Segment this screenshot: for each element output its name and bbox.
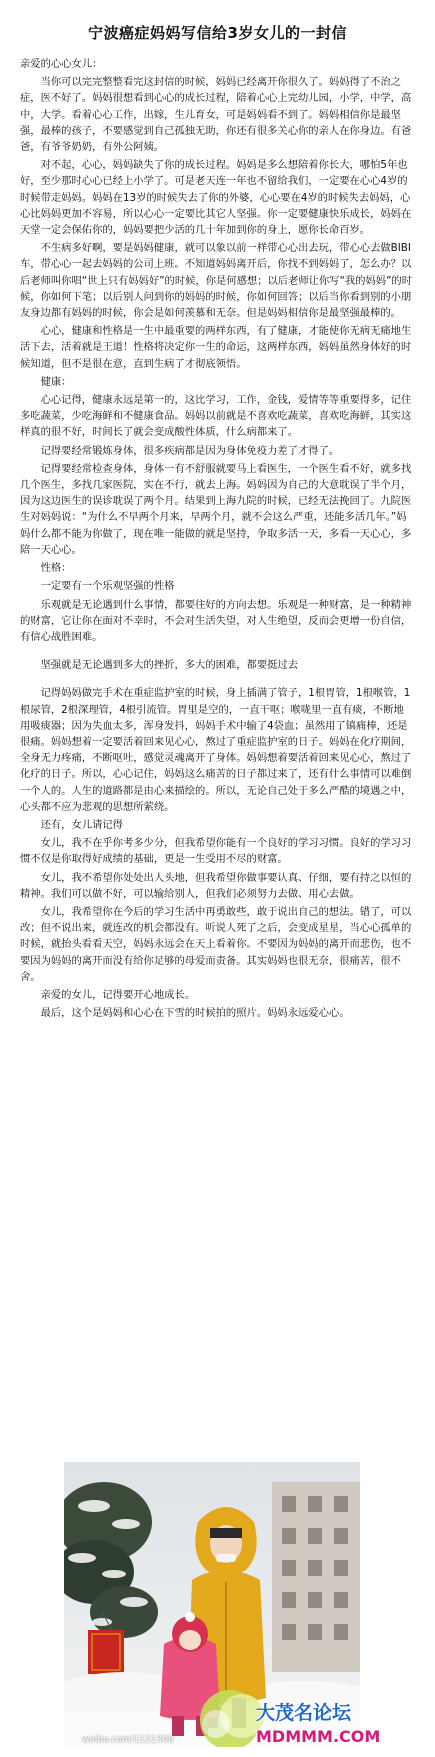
paragraph: 乐观就是无论遇到什么事情，都要往好的方向去想。乐观是一种财富，是一种精神的财富，它让你在面对不幸时，不会对生活失望，对人生绝望，反而会更增一份自信，有信心战胜困难。 xyxy=(20,598,412,643)
paragraph: 坚强就是无论遇到多大的挫折，多大的困难，都要挺过去 xyxy=(40,659,299,672)
paragraph: 记得要经常锻炼身体，很多疾病都是因为身体免疫力差了才得了。 xyxy=(40,444,340,457)
paragraph: 记得要经常检查身体，身体一有不舒服就要马上看医生，一个医生看不好，就多找几个医生，多找几家医院，实在不行，就去上海。妈妈因为自己的大意耽误了半个月，因为这边医生的误诊耽误了两个月。结果到上海九院的时候，已经无法挽回了。九院医生对妈妈说：“为什么不早两个月来，早两个月，就不会这么严重，还能多活几年。”妈妈什么都不能为你做了，现在唯一能做的就是坚持，争取多活一天，多看一天心心，多陪一天心心。 xyxy=(20,462,412,556)
paragraph: 心心记得，健康永远是第一的，这比学习，工作，金钱，爱情等等重要得多，记住多吃蔬菜，少吃海鲜和不健康食品。妈妈以前就是不喜欢吃蔬菜，喜欢吃海鲜，其实这样真的很不好，时间长了就会变成酸性体质，什么病都来了。 xyxy=(20,394,412,439)
forum-logo-name: 大茂名论坛 xyxy=(256,1702,352,1724)
forum-logo-domain: MDMMM.COM xyxy=(256,1727,381,1746)
closing: 最后，这个是妈妈和心心在下雪的时候拍的照片。妈妈永远爱心心。 xyxy=(40,1007,350,1020)
paragraph: 不生病多好啊，要是妈妈健康，就可以象以前一样带心心出去玩，带心心去做BIBI车，带心心一起去妈妈的公司上班。不知道妈妈离开后，你找不到妈妈了，怎么办？以后老师叫你唱“世上只有妈妈好”的时候，你是何感想；以后老师让你写“我的妈妈”的时候，你如何下笔；以后别人问到你的妈妈的时候，你如何回答；以后当你看到别的小朋友身边都有妈妈的时候，你会是如何羡慕和无奈。但是妈妈相信你是最坚强最棒的。 xyxy=(20,242,413,320)
paragraph: 亲爱的女儿，记得要开心地成长。 xyxy=(40,988,196,1001)
section-heading-health: 健康： xyxy=(40,375,72,388)
paragraph: 心心，健康和性格是一生中最重要的两样东西，有了健康，才能使你无病无痛地生活下去，活着就是王道！性格将决定你一生的命运，这两样东西，妈妈虽然身体好的时候知道，但不是很在意，直到生病了才彻底领悟。 xyxy=(20,325,412,370)
letter-title: 宁波癌症妈妈写信给3岁女儿的一封信 xyxy=(88,24,347,42)
letter-body xyxy=(20,56,414,1440)
sub-heading: 还有，女儿请记得 xyxy=(40,818,123,831)
paragraph: 当你可以完完整整看完这封信的时候，妈妈已经离开你很久了。妈妈得了不治之症，医不好了。妈妈很想看到心心的成长过程，陪着心心上完幼儿园，小学，中学，高中，大学。看着心心工作，出嫁，生儿育女，可是妈妈看不到了。妈妈相信你是最坚强，最棒的孩子，不要感觉到自己孤独无助，你还有很多关心你的亲人在你身边。有爸爸，有爷爷奶奶，有外公阿姨。 xyxy=(20,76,412,154)
sub-heading: 一定要有一个乐观坚强的性格 xyxy=(40,580,175,593)
section-heading-character: 性格： xyxy=(40,562,72,575)
paragraph: 女儿，我不希望你处处出人头地，但我希望你做事要认真、仔细，要有持之以恒的精神。我们可以做不好，可以输给别人，但我们必须努力去做、用心去做。 xyxy=(20,871,412,900)
paragraph: 对不起，心心，妈妈缺失了你的成长过程。妈妈是多么想陪着你长大，哪怕5年也好，至少那时心心已经上小学了。可是老天连一年也不留给我们，一定要在心心4岁的时候带走妈妈。妈妈在13岁的时候失去了你的外婆，心心要在4岁的时候失去妈妈，心心比妈妈更加不容易，所以心心一定要比其它人坚强。你一定要健康快乐成长，妈妈在天堂一定会保佑你的，妈妈要把少活的几十年加到你的身上，愿你长命百岁。 xyxy=(20,159,412,237)
weibo-watermark: weibo.com/1121308 xyxy=(82,1735,174,1745)
forum-logo xyxy=(256,1698,406,1746)
paragraph: 女儿，我希望你在今后的学习生活中再勇敢些，敢于说出自己的想法。错了，可以改；但不说出来，就连改的机会都没有。听说人死了之后，会变成星星，当心心孤单的时候，就抬头看看天空，妈妈永远会在天上看着你。不要因为妈妈的离开而悲伤，也不要因为妈妈的离开而没有给你足够的母爱而责备。其实妈妈也很无奈，很痛苦，很不舍。 xyxy=(20,905,412,983)
paragraph: 女儿，我不在乎你考多少分，但我希望你能有一个良好的学习习惯。良好的学习习惯不仅是你取得好成绩的基础，更是一生受用不尽的财富。 xyxy=(20,837,412,866)
salutation: 亲爱的心心女儿： xyxy=(20,58,103,70)
paragraph: 记得妈妈做完手术在重症监护室的时候，身上插满了管子，1根胃管，1根喉管，1根尿管，2根深理管，4根引流管。胃里是空的，一直干呕；喉咙里一直有痰，不断地用吸痰器；因为失血太多，浑身发抖，妈妈手术中输了4袋血；虽然用了镇痛棒，还是很痛。妈妈想着一定要活着回来见心心，熬过了重症监护室的日子。妈妈在化疗期间，全身无力疼痛，不断呕吐，感觉灵魂离开了身体。妈妈想着要活着回来见心心，熬过了化疗的日子。所以，心心记住，妈妈这么痛苦的日子都过来了，还有什么事情可以难倒一个人的。人生的道路都是由心来描绘的。所以，无论自己处于多么严酷的境遇之中，心头都不应为悲观的思想所萦绕。 xyxy=(20,687,412,813)
